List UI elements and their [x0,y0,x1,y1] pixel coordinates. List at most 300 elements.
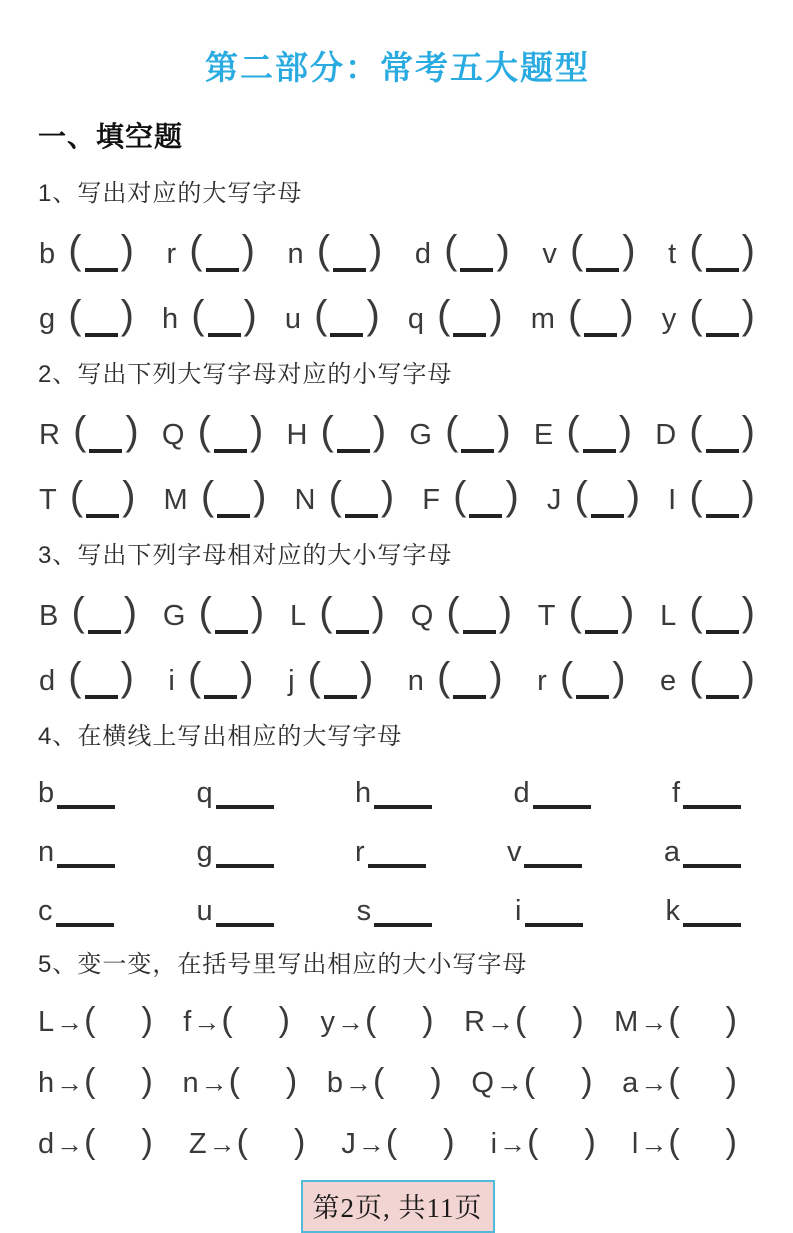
question-2 [38,354,757,519]
close-paren: ) [371,590,385,634]
close-paren: ) [489,293,503,337]
blank-item [547,474,641,519]
question-label: 5、变一变，在括号里写出相应的大小写字母 [38,951,528,978]
close-paren: ) [293,1123,306,1161]
answer-blank [706,449,739,453]
blank-item [411,590,513,635]
close-paren: ) [422,1001,434,1039]
blank-item [660,590,756,635]
letter-label: a [663,836,681,868]
letter-label: m [530,303,556,335]
answer-blank [337,449,370,453]
blank-item [166,228,255,273]
close-paren: ) [725,1001,737,1039]
open-paren: ( [84,1001,96,1039]
open-paren: ( [527,1123,539,1161]
blank-item [39,228,135,273]
letter-label: d [39,665,57,697]
open-paren: ( [515,1001,527,1039]
letter-label: i [168,665,176,697]
open-paren: ( [84,1123,96,1161]
open-paren: ( [69,474,84,518]
blank-row [38,895,757,928]
open-paren: ( [568,293,582,337]
blank-item [38,895,114,928]
close-paren: ) [359,655,374,699]
blank-item [164,474,268,519]
answer-blank [585,630,618,634]
answer-blank [374,923,432,927]
close-paren: ) [249,409,264,453]
open-paren: ( [668,1123,680,1161]
blank-item [162,409,264,454]
close-paren: ) [253,474,267,518]
question-label: 3、写出下列字母相对应的大小写字母 [38,542,453,569]
answer-blank [204,695,237,699]
open-paren: ( [68,228,82,272]
blank-item [537,655,626,700]
answer-blank [330,333,363,337]
blank-item [507,836,583,869]
close-paren: ) [741,474,755,518]
blank-row [38,836,757,869]
open-paren: ( [453,474,467,518]
answer-blank [85,695,118,699]
blank-item [622,1062,737,1101]
open-paren: ( [668,1062,680,1100]
blank-item [614,1001,737,1040]
open-paren: ( [198,590,212,634]
open-paren: ( [319,590,333,634]
letter-label: v [542,238,558,270]
answer-blank [324,695,357,699]
question-label: 2、写出下列大写字母对应的小写字母 [38,361,453,388]
close-paren: ) [725,1062,737,1100]
answer-blank [706,695,739,699]
blank-item [542,228,636,273]
letter-label: r [354,836,366,868]
letter-label: H [286,419,309,451]
blank-item [290,590,386,635]
arrow-icon: → [499,1129,527,1159]
answer-blank [460,268,493,272]
answer-blank [706,268,739,272]
letter-label: n [287,238,305,270]
letter-label: R [464,1006,487,1038]
blank-item [38,836,115,869]
letter-label: L [660,600,678,632]
answer-blank [584,333,617,337]
blank-row [38,409,757,454]
answer-blank [368,864,426,868]
open-paren: ( [444,228,458,272]
answer-blank [56,923,114,927]
answer-blank [85,333,118,337]
open-paren: ( [437,655,451,699]
letter-label: y [320,1006,336,1038]
close-paren: ) [122,474,136,518]
question-label: 1、写出对应的大写字母 [38,180,303,207]
answer-blank [216,805,274,809]
blank-row [38,1062,757,1101]
close-paren: ) [620,590,635,634]
open-paren: ( [668,1001,680,1039]
letter-label: Q [161,419,186,451]
answer-blank [453,333,486,337]
open-paren: ( [364,1001,377,1039]
blank-row [38,293,757,338]
blank-item [632,1123,737,1162]
arrow-icon: → [56,1007,84,1037]
answer-blank [591,514,624,518]
close-paren: ) [741,409,755,453]
close-paren: ) [120,293,134,337]
open-paren: ( [84,1062,96,1100]
letter-label: G [409,419,433,451]
answer-blank [461,449,494,453]
answer-blank [215,630,248,634]
blank-row [38,777,757,810]
blank-item [341,1123,454,1162]
letter-label: y [661,303,678,335]
open-paren: ( [523,1062,536,1100]
close-paren: ) [443,1123,455,1161]
open-paren: ( [73,409,87,453]
letter-label: M [163,484,189,516]
close-paren: ) [141,1123,153,1161]
answer-blank [57,864,115,868]
letter-label: n [182,1067,200,1099]
blank-row [38,590,757,635]
letter-label: h [161,303,180,335]
answer-blank [706,630,739,634]
open-paren: ( [446,590,460,634]
blank-item [513,777,590,810]
answer-blank [576,695,609,699]
open-paren: ( [569,228,584,272]
letter-label: l [631,1128,640,1160]
open-paren: ( [574,474,588,518]
blank-item [38,1001,153,1040]
open-paren: ( [187,655,202,699]
close-paren: ) [497,409,511,453]
open-paren: ( [68,293,82,337]
letter-label: i [515,895,523,927]
answer-blank [469,514,502,518]
blank-item [287,228,383,273]
close-paren: ) [250,590,265,634]
page-number-badge: 第2页, 共11页 [301,1180,495,1233]
open-paren: ( [328,474,342,518]
letter-label: g [196,836,214,868]
blank-row [38,655,757,700]
close-paren: ) [240,655,254,699]
close-paren: ) [612,655,626,699]
answer-blank [214,449,247,453]
blank-row [38,1001,757,1040]
answer-blank [533,805,591,809]
blank-item [531,293,635,338]
blank-item [38,1123,153,1162]
blank-item [183,1001,290,1040]
letter-label: s [356,895,373,927]
answer-blank [85,268,118,272]
open-paren: ( [221,1001,233,1039]
blank-row [38,228,757,273]
letter-label: j [288,665,296,697]
blank-item [668,228,756,273]
close-paren: ) [741,293,755,337]
blank-item [665,895,741,928]
letter-label: d [513,777,531,809]
letter-label: L [38,1006,56,1038]
blank-item [408,293,504,338]
letter-label: N [294,484,317,516]
blank-item [196,895,273,928]
answer-blank [216,923,274,927]
open-paren: ( [689,590,703,634]
blank-item [534,409,633,454]
letter-label: b [38,777,56,809]
blank-item [168,655,254,700]
open-paren: ( [568,590,582,634]
open-paren: ( [385,1123,398,1161]
letter-label: h [38,1067,56,1099]
letter-label: Z [188,1128,208,1160]
letter-label: L [290,600,308,632]
answer-blank [453,695,486,699]
answer-blank [88,630,121,634]
letter-label: r [166,238,178,270]
letter-label: e [660,665,678,697]
blank-item [39,474,137,519]
open-paren: ( [189,228,203,272]
question-4 [38,716,757,928]
answer-blank [683,923,741,927]
close-paren: ) [366,293,380,337]
open-paren: ( [316,228,331,272]
blank-item [662,293,756,338]
blank-item [515,895,582,928]
arrow-icon: → [640,1068,668,1098]
answer-blank [89,449,122,453]
open-paren: ( [559,655,574,699]
answer-blank [86,514,119,518]
blank-item [408,655,504,700]
blank-item [38,1062,153,1101]
close-paren: ) [278,1001,290,1039]
letter-label: G [162,600,187,632]
blank-item [538,590,636,635]
arrow-icon: → [56,1129,84,1159]
arrow-icon: → [193,1007,221,1037]
close-paren: ) [725,1123,737,1161]
answer-blank [57,805,115,809]
close-paren: ) [741,590,755,634]
answer-blank [583,449,616,453]
letter-label: b [39,238,57,270]
letter-label: q [407,303,425,335]
close-paren: ) [120,655,134,699]
close-paren: ) [141,1062,153,1100]
blank-item [355,836,426,869]
open-paren: ( [200,474,215,518]
answer-blank [374,805,432,809]
letter-label: f [183,1006,193,1038]
close-paren: ) [622,228,636,272]
arrow-icon: → [56,1068,84,1098]
blank-item [162,293,258,338]
close-paren: ) [498,590,513,634]
blank-item [38,777,115,810]
answer-blank [525,923,583,927]
close-paren: ) [496,228,510,272]
close-paren: ) [241,228,255,272]
close-paren: ) [581,1062,593,1100]
open-paren: ( [236,1123,248,1161]
answer-blank [463,630,496,634]
close-paren: ) [489,655,503,699]
open-paren: ( [445,409,459,453]
close-paren: ) [572,1001,584,1039]
answer-blank [336,630,369,634]
letter-label: R [39,419,61,451]
blank-item [415,228,511,273]
blank-item [355,777,432,810]
open-paren: ( [307,655,321,699]
close-paren: ) [123,590,138,634]
letter-label: D [655,419,678,451]
blank-item [196,836,273,869]
answer-blank [524,864,582,868]
question-1 [38,173,757,338]
answer-blank [216,864,274,868]
open-paren: ( [314,293,328,337]
letter-label: Q [410,600,435,632]
close-paren: ) [372,409,387,453]
blank-item [409,409,511,454]
letter-label: a [622,1067,640,1099]
close-paren: ) [125,409,139,453]
blank-item [491,1123,596,1162]
letter-label: E [533,419,555,451]
open-paren: ( [689,655,703,699]
blank-item [422,474,520,519]
question-3 [38,535,757,700]
close-paren: ) [584,1123,596,1161]
footer [38,1180,757,1233]
letter-label: T [39,484,58,516]
blank-item [327,1062,442,1101]
answer-blank [206,268,239,272]
blank-item [668,474,756,519]
close-paren: ) [369,228,383,272]
arrow-icon: → [208,1129,236,1159]
letter-label: n [38,836,56,868]
question-5 [38,944,757,1162]
blank-item [471,1062,592,1101]
open-paren: ( [68,655,82,699]
answer-blank [586,268,619,272]
letter-label: M [614,1006,640,1038]
letter-label: I [668,484,678,516]
open-paren: ( [191,293,205,337]
letter-label: n [407,665,425,697]
open-paren: ( [689,228,703,272]
blank-item [660,655,756,700]
close-paren: ) [741,228,755,272]
blank-item [285,293,381,338]
letter-label: t [668,238,678,270]
open-paren: ( [689,293,703,337]
close-paren: ) [505,474,519,518]
letter-label: h [354,777,373,809]
letter-label: i [490,1128,499,1160]
letter-label: F [422,484,441,516]
letter-label: u [196,895,214,927]
close-paren: ) [285,1062,298,1100]
arrow-icon: → [345,1068,373,1098]
open-paren: ( [197,409,211,453]
questions [38,157,757,1174]
blank-item [295,474,396,519]
close-paren: ) [618,409,633,453]
blank-item [196,777,273,810]
blank-item [288,655,374,700]
blank-item [163,590,265,635]
close-paren: ) [430,1062,442,1100]
arrow-icon: → [640,1129,668,1159]
blank-item [39,655,135,700]
letter-label: f [671,777,681,809]
answer-blank [683,805,741,809]
blank-item [320,1001,433,1040]
answer-blank [706,514,739,518]
arrow-icon: → [495,1068,523,1098]
letter-label: u [284,303,303,335]
blank-item [39,590,138,635]
question-label: 4、在横线上写出相应的大写字母 [38,723,403,750]
close-paren: ) [620,293,634,337]
letter-label: b [326,1067,345,1099]
blank-item [189,1123,305,1162]
close-paren: ) [120,228,134,272]
blank-item [182,1062,297,1101]
blank-item [286,409,387,454]
open-paren: ( [71,590,85,634]
letter-label: c [38,895,54,927]
arrow-icon: → [487,1007,515,1037]
close-paren: ) [626,474,641,518]
letter-label: v [506,836,523,868]
letter-label: q [196,777,214,809]
open-paren: ( [373,1062,385,1100]
letter-label: d [414,238,433,270]
answer-blank [208,333,241,337]
blank-item [672,777,741,810]
blank-item [664,836,741,869]
open-paren: ( [320,409,334,453]
blank-item [357,895,433,928]
blank-item [655,409,756,454]
page-title: 第二部分：常考五大题型 [205,49,590,86]
letter-label: J [341,1128,357,1160]
answer-blank [706,333,739,337]
letter-label: k [665,895,681,927]
letter-label: r [537,665,548,697]
letter-label: Q [471,1067,495,1099]
open-paren: ( [566,409,580,453]
